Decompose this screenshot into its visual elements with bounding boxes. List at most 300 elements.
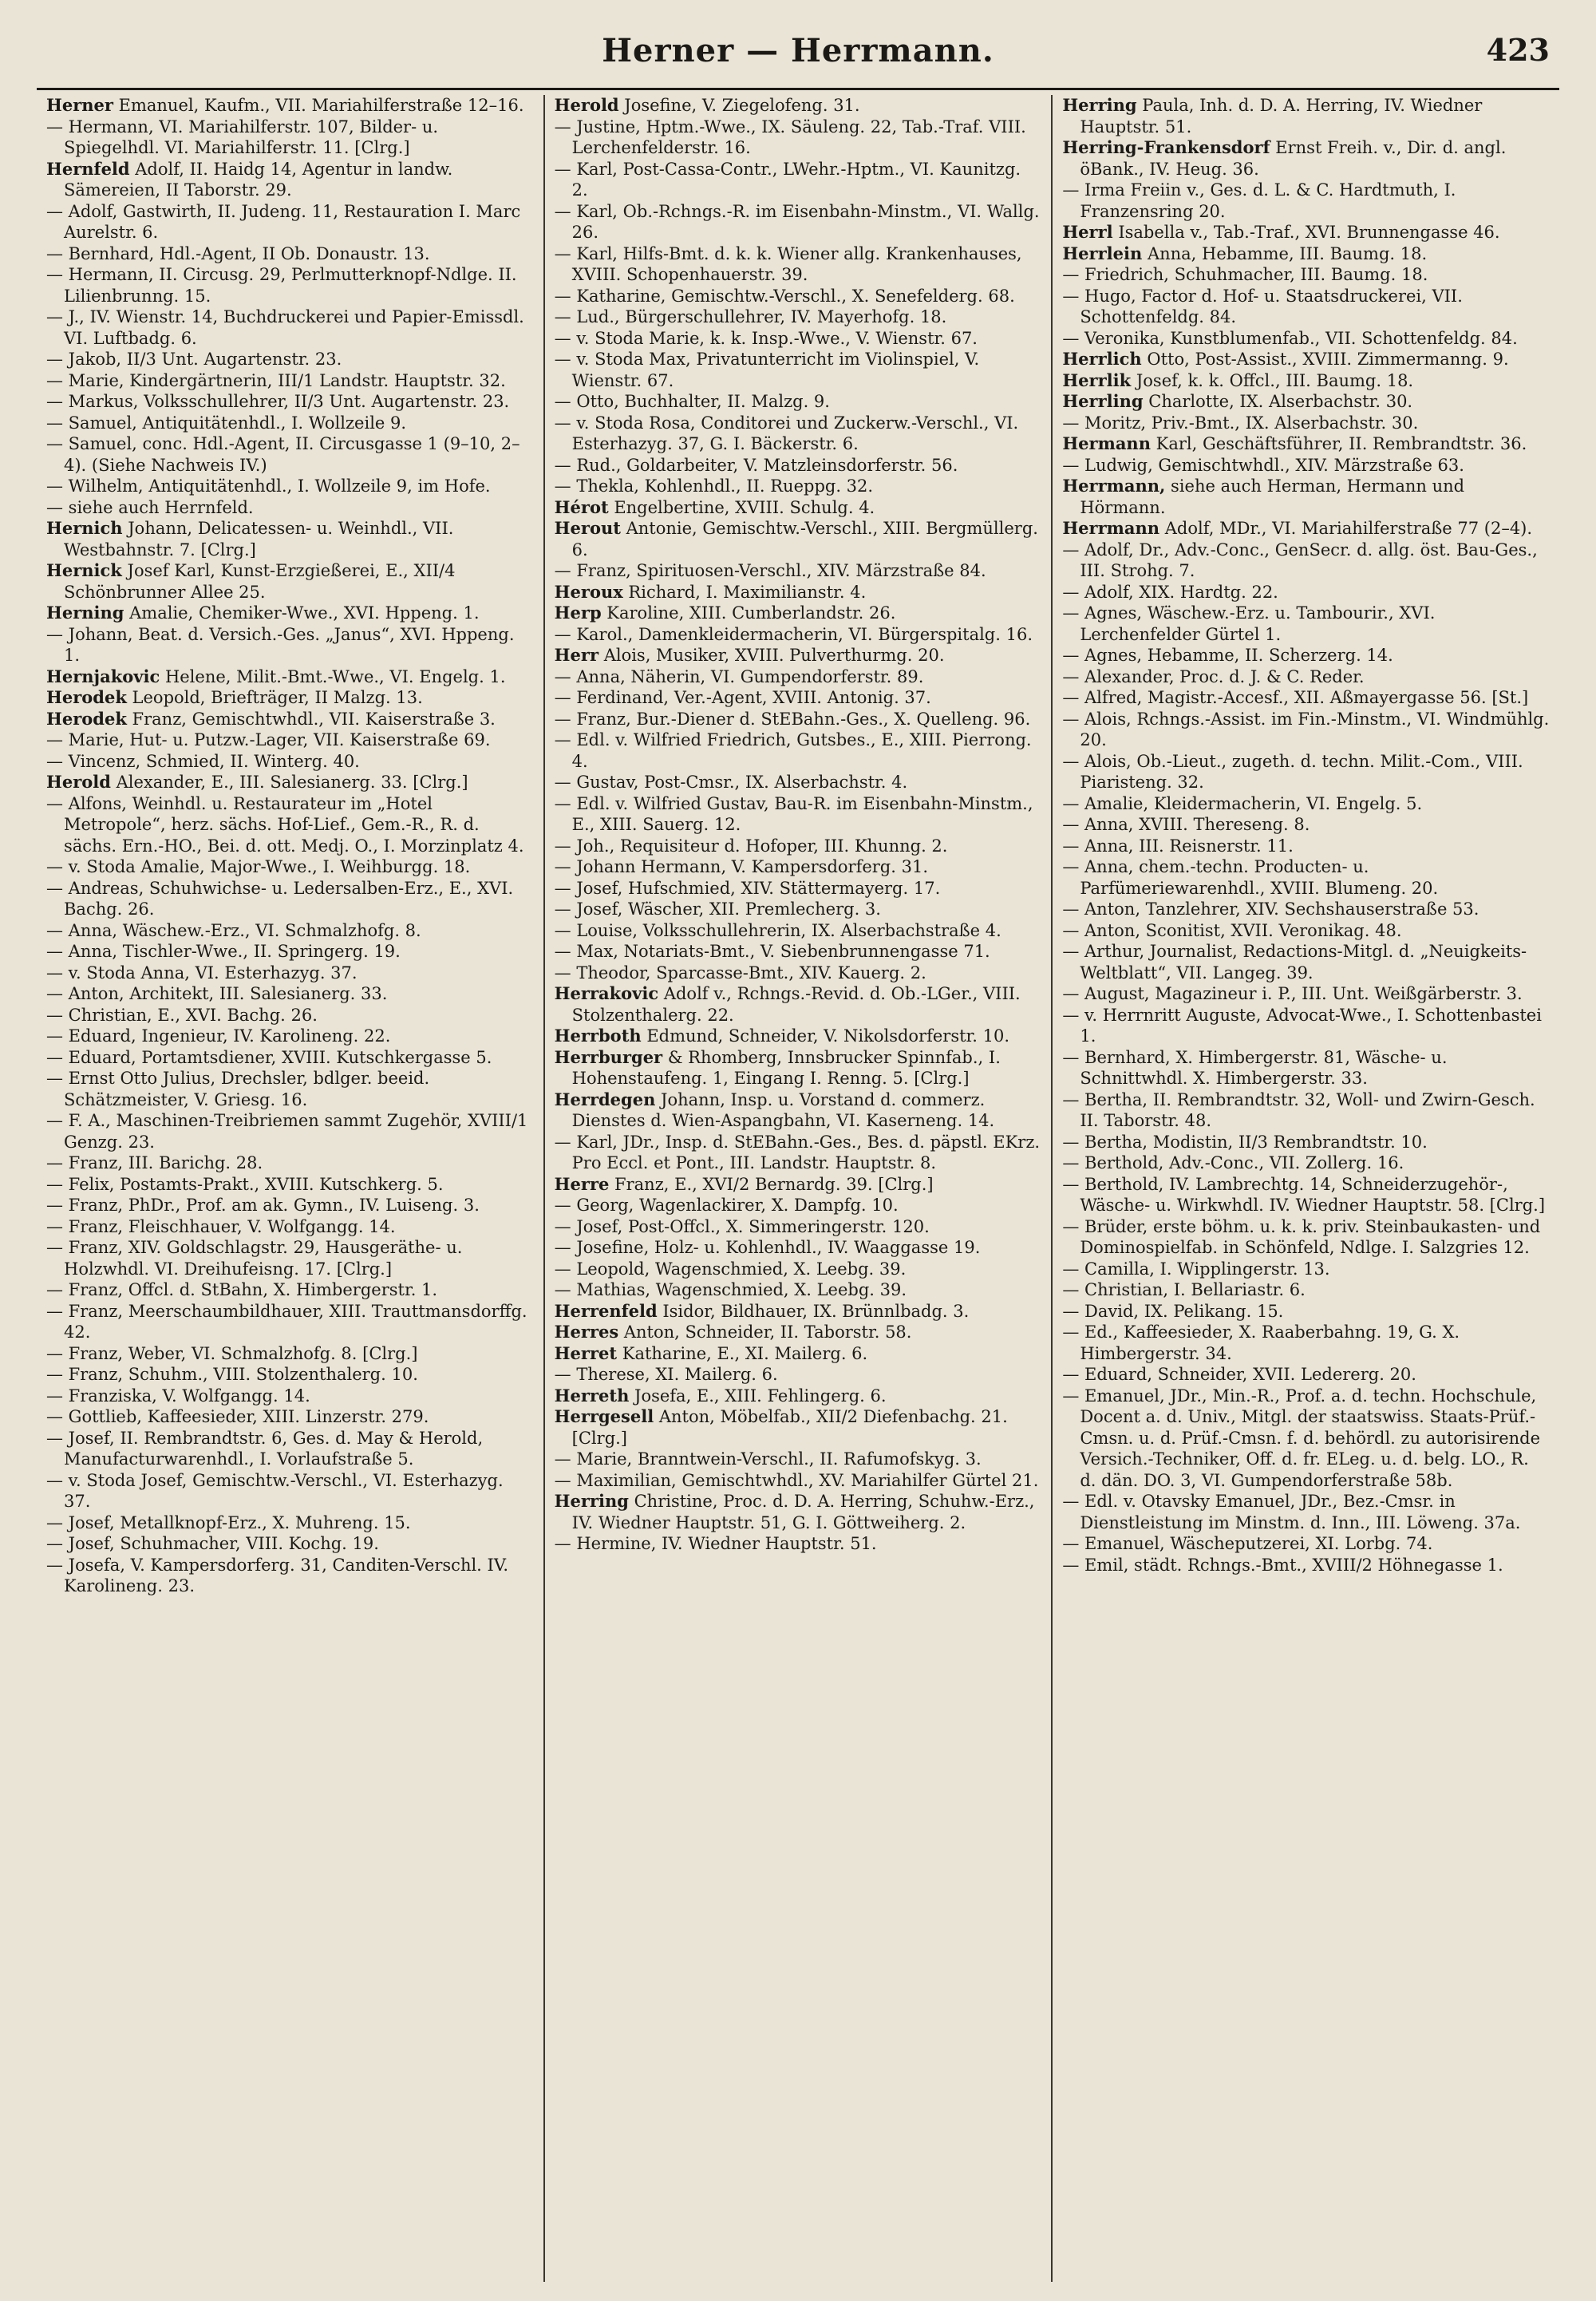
directory-entry: [1062, 1533, 1550, 1555]
directory-entry: [46, 497, 534, 519]
directory-entry: [46, 666, 534, 688]
entry-text: — Camilla, I. Wipplingerstr. 13.: [1062, 1259, 1330, 1279]
entry-text: — Veronika, Kunstblumenfab., VII. Schottenfeldg. 84.: [1062, 328, 1518, 348]
directory-entry: [1062, 1279, 1550, 1301]
entry-surname: Hernick: [46, 560, 122, 580]
entry-text: & Rhomberg, Innsbrucker Spinnfab., I. Hohenstaufeng. 1, Eingang I. Renng. 5. [Clrg.]: [571, 1047, 1001, 1088]
entry-text: Leopold, Briefträger, II Malzg. 13.: [126, 688, 423, 707]
entry-surname: Herreth: [554, 1385, 630, 1406]
entry-surname: Herrboth: [554, 1026, 642, 1046]
directory-entry: [1062, 603, 1550, 645]
directory-entry: [1062, 856, 1550, 899]
directory-entry: [555, 476, 1042, 497]
entry-text: — Johann Hermann, V. Kampersdorferg. 31.: [554, 857, 928, 876]
entry-text: — F. A., Maschinen-Treibriemen sammt Zugehör, XVIII/1 Genzg. 23.: [46, 1111, 528, 1152]
directory-entry: [46, 1470, 534, 1512]
entry-text: — Louise, Volksschullehrerin, IX. Alserbachstraße 4.: [554, 920, 1001, 940]
directory-entry: [1062, 666, 1550, 688]
page-number: 423: [1486, 32, 1550, 68]
directory-entry: [555, 159, 1042, 201]
entry-text: — Amalie, Kleidermacherin, VI. Engelg. 5.: [1062, 793, 1423, 813]
entry-text: — Anton, Tanzlehrer, XIV. Sechshauserstraße 53.: [1062, 899, 1479, 919]
directory-entry: [46, 1279, 534, 1301]
directory-entry: [555, 1047, 1042, 1089]
entry-text: — Markus, Volksschullehrer, II/3 Unt. Augartenstr. 23.: [46, 392, 510, 411]
entry-text: Franz, Gemischtwhdl., VII. Kaiserstraße 3.: [126, 709, 496, 729]
entry-surname: Hernich: [46, 518, 123, 538]
entry-text: Isidor, Bildhauer, IX. Brünnlbadg. 3.: [657, 1301, 970, 1321]
entry-text: Ernst Freih. v., Dir. d. angl. öBank., IV. Heug. 36.: [1080, 138, 1507, 179]
entry-surname: Hermann: [1062, 433, 1151, 453]
directory-entry: [1062, 1005, 1550, 1047]
entry-text: Anton, Schneider, II. Taborstr. 58.: [618, 1322, 912, 1342]
entry-surname: Herring: [554, 1491, 629, 1511]
entry-text: Johann, Insp. u. Vorstand d. commerz. Dienstes d. Wien-Aspangbahn, VI. Kaserneng. 14.: [571, 1089, 995, 1130]
directory-entry: [1062, 1364, 1550, 1386]
directory-entry: [1062, 222, 1550, 243]
entry-text: Christine, Proc. d. D. A. Herring, Schuhw.-Erz., IV. Wiedner Hauptstr. 51, G. I. Göttweiherg. 2.: [571, 1492, 1035, 1532]
directory-entry: [1062, 645, 1550, 666]
entry-text: — Anna, Näherin, VI. Gumpendorferstr. 89.: [554, 666, 924, 686]
directory-entry: [1062, 941, 1550, 983]
entry-text: — Justine, Hptm.-Wwe., IX. Säuleng. 22, Tab.-Traf. VIII. Lerchenfelderstr. 16.: [554, 117, 1026, 157]
entry-surname: Herrgesell: [554, 1406, 654, 1426]
entry-text: — v. Stoda Amalie, Major-Wwe., I. Weihburgg. 18.: [46, 857, 471, 876]
entry-text: — Alfons, Weinhdl. u. Restaurateur im „Hotel Metropole“, herz. sächs. Hof-Lief., Gem.-R., R. d. sächs. Ern.-HO., Bei. d. ott. Medj. O., I. Morzinplatz 4.: [46, 793, 524, 856]
column-2: [543, 95, 1052, 2282]
directory-entry: [1062, 476, 1550, 518]
directory-entry: [46, 751, 534, 773]
entry-text: — Franz, PhDr., Prof. am ak. Gymn., IV. Luiseng. 3.: [46, 1196, 480, 1215]
directory-entry: [1062, 709, 1550, 751]
entry-text: — Josefa, V. Kampersdorferg. 31, Canditen-Verschl. IV. Karolineng. 23.: [46, 1555, 508, 1595]
directory-entry: [46, 476, 534, 497]
entry-text: — Hermann, II. Circusg. 29, Perlmutterknopf-Ndlge. II. Lilienbrunng. 15.: [46, 265, 517, 306]
directory-entry: [1062, 1216, 1550, 1259]
entry-surname: Herning: [46, 603, 124, 623]
directory-entry: [1062, 1491, 1550, 1533]
entry-text: — v. Stoda Max, Privatunterricht im Violinspiel, V. Wienstr. 67.: [554, 350, 980, 390]
directory-entry: [46, 243, 534, 265]
entry-text: — Wilhelm, Antiquitätenhdl., I. Wollzeile 9, im Hofe.: [46, 476, 491, 496]
entry-text: — Gottlieb, Kaffeesieder, XIII. Linzerstr. 279.: [46, 1407, 429, 1426]
entry-text: — Thekla, Kohlenhdl., II. Rueppg. 32.: [554, 476, 874, 496]
directory-entry: [1062, 1301, 1550, 1322]
directory-entry: [555, 328, 1042, 350]
entry-text: — Katharine, Gemischtw.-Verschl., X. Senefelderg. 68.: [554, 286, 1015, 306]
entry-text: — Emanuel, JDr., Min.-R., Prof. a. d. techn. Hochschule, Docent a. d. Univ., Mitgl. der staatswiss. Staats-Prüf.-Cmsn. u. d. Prüf.-Cmsn. f. d. behördl. zu autorisirende Versich.-Techniker, Off. d. fr. ELeg. u. d. belg. LO., R. d. dän. DO. 3, VI. Gumpendorferstraße 58b.: [1062, 1386, 1541, 1490]
directory-entry: [46, 1406, 534, 1428]
directory-entry: [1062, 413, 1550, 434]
directory-entry: [46, 349, 534, 370]
directory-entry: [46, 963, 534, 984]
directory-entry: [555, 1026, 1042, 1047]
entry-text: — Adolf, Dr., Adv.-Conc., GenSecr. d. allg. öst. Bau-Ges., III. Strohg. 7.: [1062, 540, 1538, 580]
directory-entry: [1062, 540, 1550, 582]
entry-surname: Heroux: [554, 581, 623, 602]
directory-entry: [555, 1491, 1042, 1533]
directory-entry: [46, 433, 534, 476]
entry-text: — Anna, XVIII. Thereseng. 8.: [1062, 815, 1310, 834]
entry-text: Franz, E., XVI/2 Bernardg. 39. [Clrg.]: [609, 1174, 934, 1194]
directory-entry: [46, 624, 534, 666]
entry-text: Antonie, Gemischtw.-Verschl., XIII. Bergmüllerg. 6.: [571, 519, 1038, 559]
entry-text: — Irma Freiin v., Ges. d. L. & C. Hardtmuth, I. Franzensring 20.: [1062, 180, 1456, 221]
entry-text: — Karl, Hilfs-Bmt. d. k. k. Wiener allg. Krankenhauses, XVIII. Schopenhauerstr. 39.: [554, 243, 1022, 284]
directory-entry: [1062, 391, 1550, 413]
page-title: Herner — Herrmann.: [602, 32, 994, 69]
column-3: [1051, 95, 1559, 2282]
entry-text: Anton, Möbelfab., XII/2 Diefenbachg. 21. [Clrg.]: [571, 1407, 1008, 1448]
entry-text: — Eduard, Ingenieur, IV. Karolineng. 22.: [46, 1026, 391, 1046]
entry-text: Adolf, II. Haidg 14, Agentur in landw. Sämereien, II Taborstr. 29.: [64, 159, 453, 200]
directory-entry: [46, 729, 534, 751]
entry-text: — Arthur, Journalist, Redactions-Mitgl. d. „Neuigkeits-Weltblatt“, VII. Langeg. 39.: [1062, 942, 1527, 982]
directory-entry: [46, 793, 534, 857]
entry-text: — Johann, Beat. d. Versich.-Ges. „Janus“, XVI. Hppeng. 1.: [46, 624, 515, 665]
directory-entry: [46, 1512, 534, 1534]
directory-entry: [1062, 286, 1550, 328]
entry-text: Anna, Hebamme, III. Baumg. 18.: [1142, 243, 1428, 263]
entry-text: Josef, k. k. Offcl., III. Baumg. 18.: [1131, 370, 1414, 390]
entry-text: — Josef, Metallknopf-Erz., X. Muhreng. 15.: [46, 1512, 411, 1532]
directory-entry: [555, 645, 1042, 666]
directory-entry: [555, 603, 1042, 624]
entry-text: Katharine, E., XI. Mailerg. 6.: [617, 1343, 868, 1363]
directory-entry: [1062, 582, 1550, 603]
directory-entry: [555, 793, 1042, 836]
entry-surname: Herre: [554, 1173, 610, 1194]
entry-surname: Hernfeld: [46, 158, 130, 179]
entry-surname: Herodek: [46, 708, 127, 729]
directory-entry: [46, 1195, 534, 1216]
entry-text: — Josef, Hufschmied, XIV. Stättermayerg. 17.: [554, 878, 941, 898]
entry-text: — Josef, Wäscher, XII. Premlecherg. 3.: [554, 899, 881, 919]
entry-text: — Moritz, Priv.-Bmt., IX. Alserbachstr. 30.: [1062, 413, 1419, 433]
entry-surname: Herout: [554, 518, 621, 538]
entry-text: — Edl. v. Otavsky Emanuel, JDr., Bez.-Cmsr. in Dienstleistung im Minstm. d. Inn., III. Löweng. 37a.: [1062, 1492, 1521, 1532]
entry-text: — Friedrich, Schuhmacher, III. Baumg. 18.: [1062, 265, 1428, 284]
directory-entry: [1062, 983, 1550, 1005]
directory-entry: [46, 413, 534, 434]
entry-text: — Eduard, Portamtsdiener, XVIII. Kutschkergasse 5.: [46, 1047, 492, 1067]
entry-text: — Alois, Ob.-Lieut., zugeth. d. techn. Milit.-Com., VIII. Piaristeng. 32.: [1062, 751, 1523, 792]
directory-entry: [46, 1068, 534, 1110]
entry-text: Alexander, E., III. Salesianerg. 33. [Clrg.]: [110, 773, 468, 792]
entry-text: Richard, I. Maximilianstr. 4.: [622, 582, 867, 602]
entry-text: — David, IX. Pelikang. 15.: [1062, 1301, 1284, 1321]
directory-entry: [555, 709, 1042, 730]
directory-entry: [555, 560, 1042, 582]
entry-text: — Bernhard, Hdl.-Agent, II Ob. Donaustr. 13.: [46, 243, 430, 263]
entry-text: — August, Magazineur i. P., III. Unt. Weißgärberstr. 3.: [1062, 984, 1523, 1003]
directory-entry: [1062, 1259, 1550, 1280]
entry-text: — Brüder, erste böhm. u. k. k. priv. Steinbaukasten- und Dominospielfab. in Schönfeld, Ndlge. I. Salzgries 12.: [1062, 1216, 1541, 1257]
entry-text: — Ed., Kaffeesieder, X. Raaberbahng. 19, G. X. Himbergerstr. 34.: [1062, 1322, 1460, 1363]
directory-entry: [46, 1110, 534, 1152]
entry-text: Alois, Musiker, XVIII. Pulverthurmg. 20.: [598, 646, 945, 665]
directory-entry: [46, 772, 534, 793]
entry-surname: Herodek: [46, 687, 127, 707]
directory-entry: [555, 1301, 1042, 1322]
entry-text: — Anna, Wäschew.-Erz., VI. Schmalzhofg. 8.: [46, 920, 421, 940]
directory-entry: [46, 1386, 534, 1407]
entry-text: Josefa, E., XIII. Fehlingerg. 6.: [629, 1386, 887, 1406]
directory-entry: [555, 899, 1042, 920]
entry-text: — v. Stoda Marie, k. k. Insp.-Wwe., V. Wienstr. 67.: [554, 328, 978, 348]
directory-entry: [1062, 814, 1550, 836]
directory-entry: [555, 920, 1042, 942]
page-header: [37, 32, 1559, 83]
entry-text: — Adolf, Gastwirth, II. Judeng. 11, Restauration I. Marc Aurelstr. 6.: [46, 201, 521, 242]
directory-entry: [555, 836, 1042, 857]
entry-text: — Agnes, Wäschew.-Erz. u. Tambourir., XVI. Lerchenfelder Gürtel 1.: [1062, 603, 1436, 644]
directory-entry: [555, 455, 1042, 476]
entry-text: — Max, Notariats-Bmt., V. Siebenbrunnengasse 71.: [554, 942, 990, 961]
entry-text: — Joh., Requisiteur d. Hofoper, III. Khunng. 2.: [554, 836, 948, 856]
entry-surname: Hernjakovic: [46, 666, 160, 686]
entry-text: — Karl, Ob.-Rchngs.-R. im Eisenbahn-Minstm., VI. Wallg. 26.: [554, 201, 1040, 242]
entry-surname: Herrenfeld: [554, 1300, 658, 1321]
entry-surname: Herp: [554, 603, 602, 623]
directory-entry: [1062, 349, 1550, 370]
entry-text: — Josefine, Holz- u. Kohlenhdl., IV. Waaggasse 19.: [554, 1238, 981, 1257]
directory-entry: [555, 497, 1042, 519]
entry-text: Adolf v., Rchngs.-Revid. d. Ob.-LGer., VIII. Stolzenthalerg. 22.: [571, 984, 1021, 1025]
directory-entry: [46, 560, 534, 603]
directory-entry: [555, 1343, 1042, 1365]
directory-entry: [555, 1470, 1042, 1492]
entry-text: — Franz, Offcl. d. StBahn, X. Himbergerstr. 1.: [46, 1280, 438, 1299]
entry-text: Johann, Delicatessen- u. Weinhdl., VII. Westbahnstr. 7. [Clrg.]: [64, 519, 454, 559]
entry-text: — Franz, Schuhm., VIII. Stolzenthalerg. 10.: [46, 1365, 418, 1384]
entry-text: — Franz, Meerschaumbildhauer, XIII. Trauttmansdorffg. 42.: [46, 1301, 527, 1342]
entry-text: — Lud., Bürgerschullehrer, IV. Mayerhofg. 18.: [554, 307, 947, 326]
entry-text: — v. Herrnritt Auguste, Advocat-Wwe., I. Schottenbastei 1.: [1062, 1005, 1542, 1046]
entry-text: Karoline, XIII. Cumberlandstr. 26.: [601, 603, 896, 623]
directory-entry: [1062, 793, 1550, 815]
entry-text: Engelbertine, XVIII. Schulg. 4.: [608, 497, 875, 517]
directory-entry: [1062, 433, 1550, 455]
directory-entry: [1062, 1174, 1550, 1216]
directory-entry: [555, 1364, 1042, 1386]
entry-text: Amalie, Chemiker-Wwe., XVI. Hppeng. 1.: [124, 603, 480, 623]
header-rule: [37, 88, 1559, 90]
directory-entry: [46, 201, 534, 243]
directory-entry: [46, 1301, 534, 1343]
entry-text: — Anna, chem.-techn. Producten- u. Parfümeriewarenhdl., XVIII. Blumeng. 20.: [1062, 857, 1439, 898]
directory-entry: [555, 983, 1042, 1026]
entry-text: — Karol., Damenkleidermacherin, VI. Bürgerspitalg. 16.: [554, 624, 1033, 644]
entry-text: — Josef, Schuhmacher, VIII. Kochg. 19.: [46, 1534, 379, 1553]
directory-entry: [1062, 518, 1550, 540]
entry-surname: Herrlik: [1062, 370, 1132, 390]
entry-text: — Alexander, Proc. d. J. & C. Reder.: [1062, 666, 1365, 686]
directory-entry: [1062, 328, 1550, 350]
directory-entry: [1062, 1132, 1550, 1153]
directory-entry: [555, 95, 1042, 117]
directory-entry: [1062, 1386, 1550, 1492]
directory-entry: [46, 1005, 534, 1026]
directory-entry: [46, 1555, 534, 1597]
entry-text: — Samuel, Antiquitätenhdl., I. Wollzeile 9.: [46, 413, 407, 433]
directory-entry: [555, 306, 1042, 328]
entry-surname: Herold: [46, 772, 111, 792]
entry-text: — v. Stoda Rosa, Conditorei und Zuckerw.-Verschl., VI. Esterhazyg. 37, G. I. Bäckerstr. 6.: [554, 413, 1019, 453]
entry-surname: Herrakovic: [554, 983, 659, 1003]
directory-entry: [555, 243, 1042, 286]
entry-surname: Hérot: [554, 496, 609, 517]
entry-text: — Jakob, II/3 Unt. Augartenstr. 23.: [46, 350, 342, 369]
directory-entry: [555, 349, 1042, 391]
entry-text: — Vincenz, Schmied, II. Winterg. 40.: [46, 751, 360, 771]
entry-text: — Felix, Postamts-Prakt., XVIII. Kutschkerg. 5.: [46, 1174, 444, 1194]
directory-entry: [1062, 1089, 1550, 1132]
entry-text: — Edl. v. Wilfried Friedrich, Gutsbes., E., XIII. Pierrong. 4.: [554, 730, 1032, 771]
entry-text: — Franz, Fleischhauer, V. Wolfgangg. 14.: [46, 1216, 396, 1236]
directory-entry: [555, 1279, 1042, 1301]
entry-surname: Herrmann: [1062, 518, 1160, 538]
entry-text: — Adolf, XIX. Hardtg. 22.: [1062, 582, 1278, 602]
entry-text: — Marie, Branntwein-Verschl., II. Rafumofskyg. 3.: [554, 1449, 982, 1469]
entry-text: — Bernhard, X. Himbergerstr. 81, Wäsche- u. Schnittwhdl. X. Himbergerstr. 33.: [1062, 1047, 1448, 1088]
entry-surname: Herr: [554, 645, 599, 665]
entry-text: — Marie, Kindergärtnerin, III/1 Landstr. Hauptstr. 32.: [46, 370, 506, 390]
directory-entry: [555, 1533, 1042, 1555]
entry-text: — Franziska, V. Wolfgangg. 14.: [46, 1386, 310, 1406]
entry-text: — Anna, Tischler-Wwe., II. Springerg. 19.: [46, 942, 401, 961]
directory-entry: [555, 624, 1042, 646]
directory-entry: [46, 1174, 534, 1196]
entry-surname: Herrl: [1062, 222, 1113, 242]
directory-entry: [1062, 180, 1550, 222]
directory-entry: [555, 856, 1042, 878]
directory-entry: [555, 941, 1042, 963]
directory-entry: [46, 95, 534, 117]
entry-surname: Herret: [554, 1342, 618, 1363]
directory-entry: [46, 1364, 534, 1386]
entry-text: — Franz, III. Barichg. 28.: [46, 1153, 263, 1172]
entry-surname: Herrlich: [1062, 349, 1142, 369]
entry-text: — Alois, Rchngs.-Assist. im Fin.-Minstm., VI. Windmühlg. 20.: [1062, 709, 1550, 749]
directory-entry: [1062, 95, 1550, 137]
entry-surname: Herrmann,: [1062, 476, 1166, 496]
directory-entry: [555, 1089, 1042, 1132]
entry-text: — Alfred, Magistr.-Accesf., XII. Aßmayergasse 56. [St.]: [1062, 688, 1529, 707]
directory-entry: [555, 1174, 1042, 1196]
directory-entry: [46, 603, 534, 624]
entry-text: — Eduard, Schneider, XVII. Ledererg. 20.: [1062, 1365, 1416, 1384]
entry-text: — Emanuel, Wäscheputzerei, XI. Lorbg. 74.: [1062, 1534, 1433, 1553]
directory-entry: [46, 1343, 534, 1365]
entry-surname: Herold: [554, 95, 619, 115]
entry-text: — Berthold, IV. Lambrechtg. 14, Schneiderzugehör-, Wäsche- u. Wirkwhdl. IV. Wiedner Hauptstr. 58. [Clrg.]: [1062, 1174, 1546, 1215]
directory-entry: [555, 1237, 1042, 1259]
entry-text: — Gustav, Post-Cmsr., IX. Alserbachstr. 4.: [554, 773, 908, 792]
directory-entry: [46, 264, 534, 306]
entry-text: — Josef, II. Rembrandtstr. 6, Ges. d. May & Herold, Manufacturwarenhdl., I. Vorlaufstraße 5.: [46, 1428, 484, 1469]
entry-text: Helene, Milit.-Bmt.-Wwe., VI. Engelg. 1.: [160, 666, 506, 686]
directory-entry: [555, 1386, 1042, 1407]
columns: [37, 95, 1559, 2282]
entry-text: — v. Stoda Josef, Gemischtw.-Verschl., VI. Esterhazyg. 37.: [46, 1470, 504, 1511]
entry-surname: Herrburger: [554, 1046, 663, 1067]
entry-text: — v. Stoda Anna, VI. Esterhazyg. 37.: [46, 963, 358, 982]
directory-entry: [555, 201, 1042, 243]
entry-text: — Theodor, Sparcasse-Bmt., XIV. Kauerg. 2.: [554, 963, 926, 982]
directory-entry: [46, 1026, 534, 1047]
entry-text: — Hugo, Factor d. Hof- u. Staatsdruckerei, VII. Schottenfeldg. 84.: [1062, 286, 1463, 326]
entry-text: — J., IV. Wienstr. 14, Buchdruckerei und Papier-Emissdl. VI. Luftbadg. 6.: [46, 307, 524, 348]
entry-text: — Karl, JDr., Insp. d. StEBahn.-Ges., Bes. d. päpstl. EKrz. Pro Eccl. et Pont., III. Landstr. Hauptstr. 8.: [554, 1132, 1041, 1172]
column-1: [37, 95, 543, 2282]
directory-entry: [46, 983, 534, 1005]
entry-text: Josef Karl, Kunst-Erzgießerei, E., XII/4 Schönbrunner Allee 25.: [64, 561, 456, 602]
directory-entry: [1062, 836, 1550, 857]
directory-entry: [46, 1428, 534, 1470]
directory-entry: [46, 370, 534, 392]
directory-entry: [46, 1047, 534, 1069]
entry-text: — Hermann, VI. Mariahilferstr. 107, Bilder- u. Spiegelhdl. VI. Mariahilferstr. 11. [Clrg.]: [46, 117, 439, 157]
entry-text: — Edl. v. Wilfried Gustav, Bau-R. im Eisenbahn-Minstm., E., XIII. Sauerg. 12.: [554, 793, 1033, 834]
entry-text: — Karl, Post-Cassa-Contr., LWehr.-Hptm., VI. Kaunitzg. 2.: [554, 159, 1021, 200]
directory-entry: [555, 391, 1042, 413]
directory-entry: [555, 1449, 1042, 1470]
entry-surname: Herrdegen: [554, 1089, 656, 1109]
entry-text: Edmund, Schneider, V. Nikolsdorferstr. 10.: [641, 1026, 1010, 1046]
entry-text: — Christian, E., XVI. Bachg. 26.: [46, 1005, 318, 1025]
entry-text: — Leopold, Wagenschmied, X. Leebg. 39.: [554, 1259, 907, 1279]
directory-entry: [555, 1259, 1042, 1280]
entry-text: — Christian, I. Bellariastr. 6.: [1062, 1280, 1306, 1299]
entry-surname: Herrling: [1062, 391, 1144, 411]
directory-entry: [46, 391, 534, 413]
directory-entry: [1062, 751, 1550, 793]
entry-text: Otto, Post-Assist., XVIII. Zimmermanng. 9.: [1141, 350, 1509, 369]
directory-entry: [1062, 687, 1550, 709]
entry-text: — Anna, III. Reisnerstr. 11.: [1062, 836, 1294, 856]
entry-text: Emanuel, Kaufm., VII. Mariahilferstraße 12–16.: [113, 96, 524, 115]
entry-text: — Josef, Post-Offcl., X. Simmeringerstr. 120.: [554, 1216, 930, 1236]
directory-entry: [46, 1216, 534, 1238]
entry-text: — Mathias, Wagenschmied, X. Leebg. 39.: [554, 1280, 907, 1299]
directory-entry: [555, 582, 1042, 603]
entry-text: — Anton, Sconitist, XVII. Veronikag. 48.: [1062, 920, 1402, 940]
directory-entry: [555, 878, 1042, 899]
directory-entry: [555, 666, 1042, 688]
directory-entry: [46, 1152, 534, 1174]
directory-entry: [1062, 1152, 1550, 1174]
entry-text: — Samuel, conc. Hdl.-Agent, II. Circusgasse 1 (9–10, 2–4). (Siehe Nachweis IV.): [46, 434, 520, 475]
directory-entry: [555, 286, 1042, 307]
directory-entry: [555, 518, 1042, 560]
directory-entry: [555, 1132, 1042, 1174]
entry-surname: Herrlein: [1062, 243, 1143, 263]
entry-text: — Rud., Goldarbeiter, V. Matzleinsdorferstr. 56.: [554, 455, 958, 475]
entry-surname: Herres: [554, 1322, 619, 1342]
entry-text: — Bertha, II. Rembrandtstr. 32, Woll- und Zwirn-Gesch. II. Taborstr. 48.: [1062, 1089, 1535, 1130]
directory-entry: [555, 772, 1042, 793]
directory-entry: [555, 1322, 1042, 1343]
directory-entry: [555, 963, 1042, 984]
entry-text: — Anton, Architekt, III. Salesianerg. 33.: [46, 984, 388, 1003]
entry-text: — Hermine, IV. Wiedner Hauptstr. 51.: [554, 1534, 877, 1553]
directory-entry: [1062, 455, 1550, 476]
entry-text: — Ludwig, Gemischtwhdl., XIV. Märzstraße 63.: [1062, 455, 1464, 475]
directory-entry: [46, 1533, 534, 1555]
entry-text: — Franz, Bur.-Diener d. StEBahn.-Ges., X. Quelleng. 96.: [554, 709, 1031, 729]
entry-text: — Agnes, Hebamme, II. Scherzerg. 14.: [1062, 646, 1393, 665]
